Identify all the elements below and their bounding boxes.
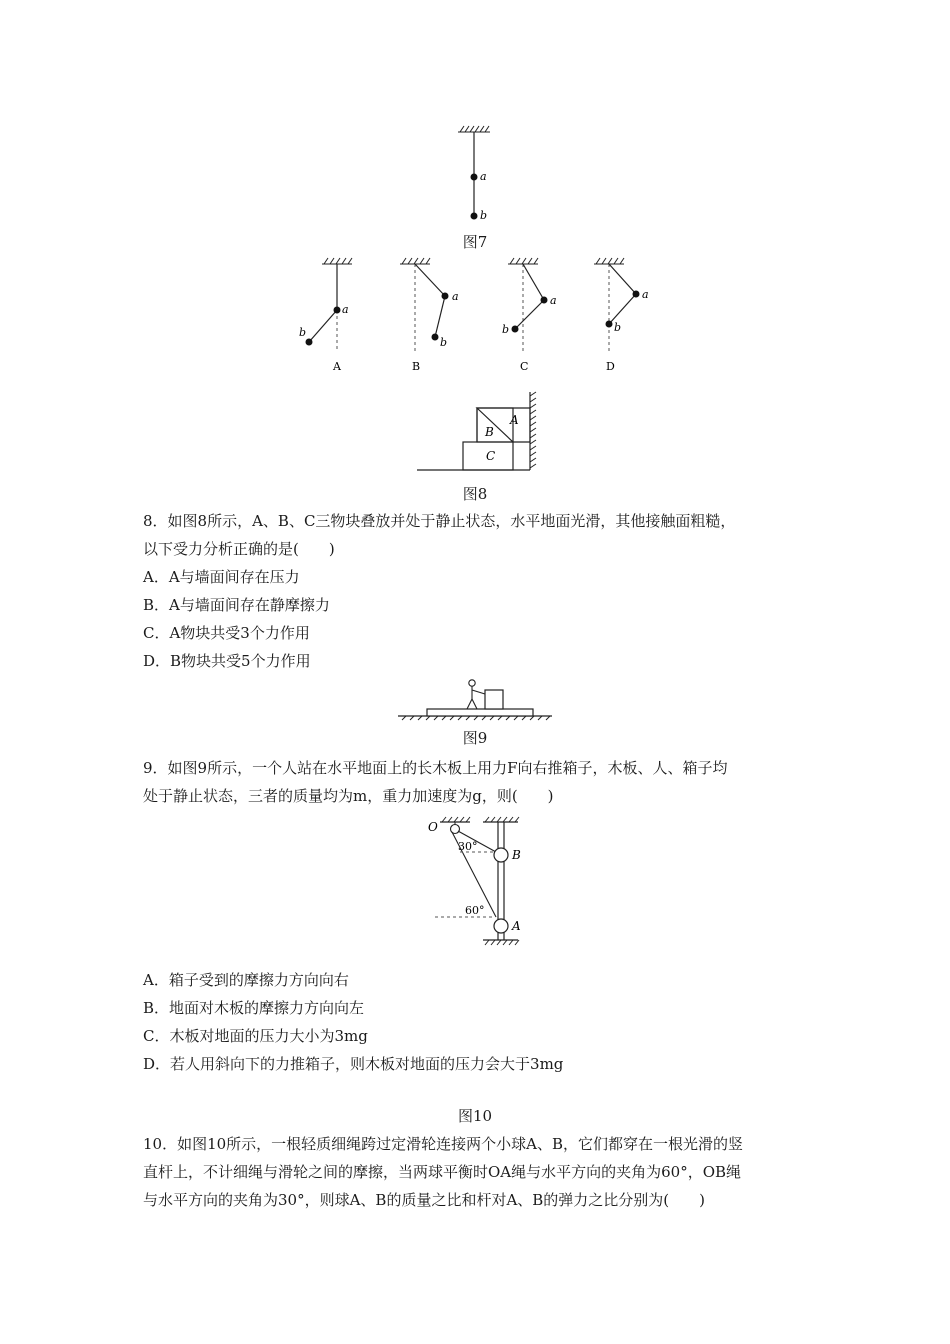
ball-b — [494, 848, 508, 862]
figure-10-caption: 图10 — [457, 1107, 493, 1125]
q9-stem-line1: 9．如图9所示，一个人站在水平地面上的长木板上用力F向右推箱子，木板、人、箱子均 — [143, 759, 728, 777]
figure-7-caption: 图7 — [462, 233, 488, 251]
label-a: a — [480, 170, 487, 183]
figure-8-caption: 图8 — [462, 485, 488, 503]
svg-text:B: B — [412, 360, 421, 373]
q10-stem-line2: 直杆上，不计细绳与滑轮之间的摩擦，当两球平衡时OA绳与水平方向的夹角为60°，OB绳 — [143, 1163, 742, 1181]
svg-text:B: B — [512, 848, 521, 862]
svg-text:A: A — [510, 413, 519, 427]
svg-text:B: B — [485, 425, 494, 439]
q8-option-b: B．A与墙面间存在静摩擦力 — [143, 596, 330, 614]
svg-text:C: C — [520, 360, 529, 373]
q8-option-c: C．A物块共受3个力作用 — [143, 624, 310, 642]
svg-text:a: a — [452, 290, 459, 303]
q9-option-d: D．若人用斜向下的力推箱子，则木板对地面的压力会大于3mg — [143, 1055, 564, 1073]
q8-stem-line1: 8．如图8所示，A、B、C三物块叠放并处于静止状态，水平地面光滑，其他接触面粗糙， — [143, 512, 736, 530]
svg-text:A: A — [333, 360, 341, 373]
svg-text:A: A — [512, 919, 521, 933]
q8-option-a: A．A与墙面间存在压力 — [143, 568, 300, 586]
svg-text:O: O — [428, 820, 438, 834]
svg-text:30°: 30° — [458, 840, 478, 853]
q8-option-d: D．B物块共受5个力作用 — [143, 652, 311, 670]
svg-text:a: a — [642, 288, 649, 301]
q9-option-a: A．箱子受到的摩擦力方向向右 — [143, 971, 349, 989]
q9-option-b: B．地面对木板的摩擦力方向向左 — [143, 999, 365, 1017]
svg-text:b: b — [440, 336, 448, 349]
svg-text:a: a — [550, 294, 557, 307]
svg-text:b: b — [299, 326, 307, 339]
q10-stem-line1: 10．如图10所示，一根轻质细绳跨过定滑轮连接两个小球A、B，它们都穿在一根光滑的竖 — [143, 1135, 744, 1153]
ball-a — [494, 919, 508, 933]
svg-text:C: C — [486, 449, 496, 463]
q9-option-c: C．木板对地面的压力大小为3mg — [143, 1027, 368, 1045]
label-b: b — [480, 209, 488, 222]
svg-text:a: a — [342, 303, 349, 316]
figure-9-caption: 图9 — [462, 729, 488, 747]
q10-stem-line3: 与水平方向的夹角为30°，则球A、B的质量之比和杆对A、B的弹力之比分别为( ) — [143, 1191, 706, 1209]
svg-text:60°: 60° — [465, 904, 485, 917]
svg-text:b: b — [502, 323, 510, 336]
q8-stem-line2: 以下受力分析正确的是( ) — [143, 540, 335, 558]
svg-text:D: D — [606, 360, 615, 373]
svg-text:b: b — [614, 321, 622, 334]
q9-stem-line2: 处于静止状态，三者的质量均为m，重力加速度为g，则( ) — [143, 787, 554, 805]
